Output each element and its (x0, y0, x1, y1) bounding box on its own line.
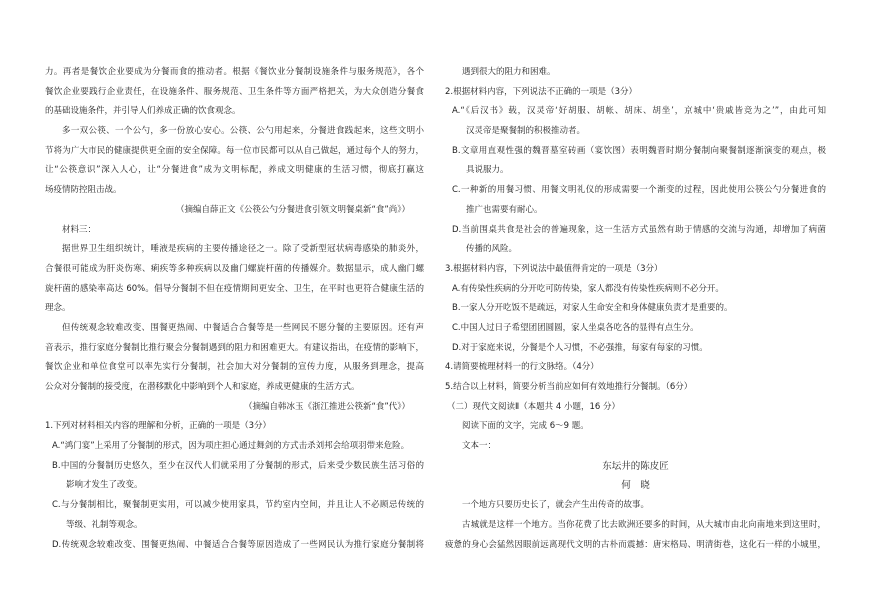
passage-line: 力。再者是餐饮企业要成为分餐而食的推动者。根据《餐饮业分餐制设施条件与服务规范》，各个 (45, 67, 424, 77)
question-2-option-a: A.“《后汉书》载，汉灵帝‘好胡服、胡帐、胡床、胡坐’，京城中‘贵戚皆竞为之’”，由此可知 (452, 106, 826, 117)
passage-line: 餐饮企业和单位食堂可以率先实行分餐制，社会加大对分餐制的宣传力度，从服务到理念，提高 (45, 362, 424, 373)
passage-line: 餐饮企业要践行企业责任，在设施条件、服务规范、卫生条件等方面严格把关，为大众创造分餐食 (45, 86, 424, 97)
question-3-option-d: D.对于家庭来说，分餐是个人习惯，不必强推，每家有每家的习惯。 (452, 342, 708, 353)
option-continuation: 等级、礼制等观念。 (66, 519, 143, 530)
question-3-stem: 3.根据材料内容，下列说法中最值得肯定的一项是（3分） (445, 263, 663, 274)
question-3-option-c: C.中国人过日子希望团团圆圆，家人坐桌各吃各的显得有点生分。 (452, 322, 699, 333)
passage-line: 节将为广大市民的健康提供更全面的安全保障。每一位市民都可以从自己做起，通过每个人的努力， (45, 145, 424, 156)
passage-line: 但传统观念较难改变、围餐更热闹、中餐适合合餐等是一些网民不愿分餐的主要原因。还有声 (62, 322, 424, 333)
text-author: 何 晓 (621, 480, 650, 492)
story-line: 疲惫的身心会猛然因眼前远离现代文明的古朴而震撼：唐宋格局、明清街巷，这化石一样的小城里， (445, 539, 826, 550)
passage-line: 的基础设施条件，并引导人们养成正确的饮食观念。 (45, 106, 241, 117)
text-title: 东坛井的陈皮匠 (602, 460, 669, 472)
question-1-stem: 1.下列对材料相关内容的理解和分析，正确的一项是（3分） (45, 421, 272, 432)
option-continuation: 具说服力。 (466, 165, 509, 176)
option-continuation: 影响才发生了改变。 (66, 480, 143, 491)
story-line: 一个地方只要历史长了，就会产生出传奇的故事。 (462, 500, 650, 511)
question-5: 5.结合以上材料，简要分析当前应如何有效地推行分餐制。（6分） (445, 382, 693, 392)
question-3-option-b: B.一家人分开吃饭不是疏远，对家人生命安全和身体健康负责才是重要的。 (452, 303, 733, 314)
question-2-stem: 2.根据材料内容，下列说法不正确的一项是（3分） (445, 86, 638, 97)
option-continuation: 推广也需要有耐心。 (466, 204, 543, 215)
section-heading: （二）现代文阅读Ⅱ（本题共 4 小题，16 分） (447, 401, 621, 412)
passage-line: 让“公筷意识”深入人心，让“分餐进食”成为文明标配，养成文明健康的生活习惯，彻底打赢这 (45, 165, 424, 176)
passage-line: 合餐很可能成为肝炎伤寒、痢疾等多种疾病以及幽门螺旋杆菌的传播媒介。数据显示，成人幽门螺 (45, 263, 424, 274)
passage-line: 理念。 (45, 303, 71, 314)
question-2-option-b: B.文章用直观性强的魏晋墓室砖画（宴饮图）表明魏晋时期分餐制向聚餐制逐渐演变的观点，极 (452, 145, 826, 156)
question-4: 4.请简要梳理材料一的行文脉络。（4分） (445, 362, 599, 373)
passage-line: 公众对分餐制的接受度，在潜移默化中影响到个人和家庭，养成更健康的生活方式。 (45, 382, 360, 392)
question-2-option-d: D.当前围桌共食是社会的普遍现象，这一生活方式虽然有助于情感的交流与沟通，却增加了病菌 (452, 224, 826, 235)
passage-line: 据世界卫生组织统计，唾液是疾病的主要传播途径之一。除了受新型冠状病毒感染的肺炎外， (62, 244, 424, 255)
question-1-option-b: B.中国的分餐制历史悠久，至少在汉代人们就采用了分餐制的形式，后来受少数民族生活习俗的 (52, 460, 424, 471)
passage-line: 场疫情防控阻击战。 (45, 185, 122, 196)
text-label: 文本一： (462, 441, 497, 452)
option-continuation: 汉灵帝是聚餐制的积极推动者。 (466, 126, 586, 137)
material-heading: 材料三： (62, 224, 97, 235)
option-continuation: 传播的风险。 (466, 244, 518, 255)
source-citation: （摘编自薛正文《公筷公勺分餐进食引领文明餐桌新“食”尚》） (175, 204, 410, 215)
question-1-option-d: D.传统观念较难改变、围餐更热闹、中餐适合合餐等原因造成了一些网民认为推行家庭分餐制将 (52, 539, 424, 550)
source-citation: （摘编自韩冰玉《浙江推进公筷新“食”代》） (243, 401, 410, 412)
right-column (445, 63, 826, 555)
passage-line: 旋杆菌的感染率高达 60%。倡导分餐制不但在疫情期间更安全、卫生，在平时也更符合健康生活的 (45, 283, 424, 294)
question-1-option-c: C.与分餐制相比，聚餐制更实用，可以减少使用家具，节约室内空间，并且让人不必顾忌传统的 (52, 500, 424, 511)
story-line: 古城就是这样一个地方。当你花费了比去欧洲还要多的时间，从大城市由北向南地来到这里时， (462, 519, 826, 530)
reading-instruction: 阅读下面的文字，完成 6～9 题。 (462, 421, 589, 432)
question-2-option-c: C.一种新的用餐习惯、用餐文明礼仪的形成需要一个渐变的过程，因此使用公筷公勺分餐进食的 (452, 185, 826, 196)
question-1-option-a: A.“鸿门宴”上采用了分餐制的形式，因为项庄担心通过舞剑的方式击杀刘邦会给项羽带来危险。 (52, 441, 410, 452)
passage-line: 多一双公筷、一个公勺，多一份放心安心。公筷、公勺用起来，分餐进食践起来，这些文明小 (62, 126, 424, 137)
passage-line: 音表示，推行家庭分餐制比推行聚会分餐制遇到的阻力和困难更大。有建议指出，在疫情的影响下， (45, 342, 424, 353)
question-3-option-a: A.有传染性疾病的分开吃可防传染，家人都没有传染性疾病则不必分开。 (452, 283, 724, 294)
left-column (45, 63, 424, 555)
option-continuation: 遇到很大的阻力和困难。 (462, 67, 556, 77)
